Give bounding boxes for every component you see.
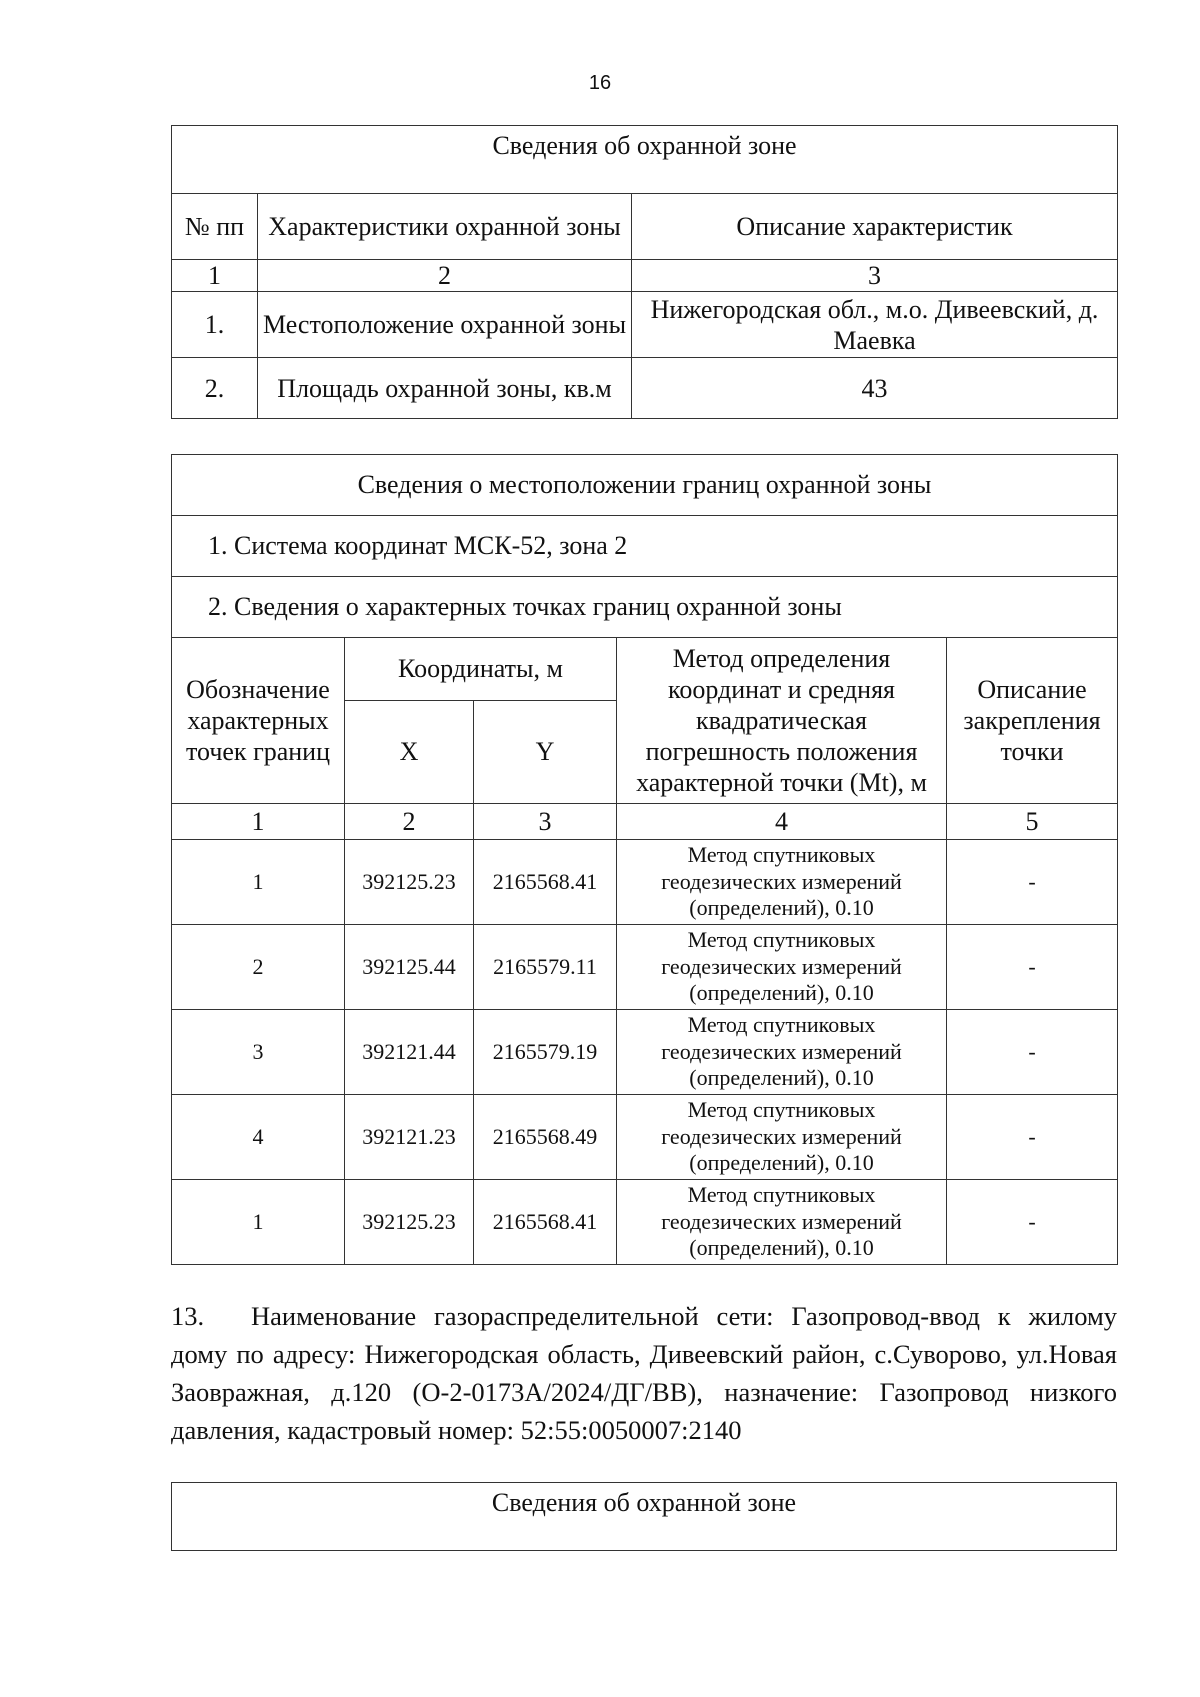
point-id: 2 (172, 925, 345, 1010)
index-cell: 1 (172, 804, 345, 840)
zone-info-table-2 (171, 1482, 1117, 1551)
point-fixing: - (947, 1180, 1118, 1265)
boundary-table (171, 454, 1118, 1265)
point-method: Метод спутниковых геодезических измерений (определений), 0.10 (617, 1010, 947, 1095)
point-row (172, 1095, 1118, 1180)
header-num: № пп (172, 194, 258, 260)
point-row (172, 1010, 1118, 1095)
point-x: 392121.44 (345, 1010, 474, 1095)
index-cell: 2 (345, 804, 474, 840)
point-fixing: - (947, 925, 1118, 1010)
point-x: 392121.23 (345, 1095, 474, 1180)
index-cell: 3 (474, 804, 617, 840)
index-cell: 4 (617, 804, 947, 840)
network-paragraph (171, 1297, 1117, 1449)
zone-info-title-2: Сведения об охранной зоне (172, 1483, 1117, 1551)
header-characteristics: Характеристики охранной зоны (258, 194, 632, 260)
point-id: 1 (172, 1180, 345, 1265)
point-row (172, 840, 1118, 925)
point-fixing: - (947, 1010, 1118, 1095)
page-number: 16 (588, 72, 612, 94)
row-name: Площадь охранной зоны, кв.м (258, 358, 632, 419)
header-y: Y (474, 701, 617, 804)
point-x: 392125.23 (345, 840, 474, 925)
zone-info-table (171, 125, 1118, 419)
zone-info-title: Сведения об охранной зоне (172, 126, 1118, 194)
boundary-title: Сведения о местоположении границ охранной зоны (172, 455, 1118, 516)
header-designation: Обозначение характерных точек границ (172, 638, 345, 804)
point-method: Метод спутниковых геодезических измерений (определений), 0.10 (617, 925, 947, 1010)
index-cell: 1 (172, 260, 258, 292)
header-x: X (345, 701, 474, 804)
index-cell: 2 (258, 260, 632, 292)
point-method: Метод спутниковых геодезических измерений (определений), 0.10 (617, 840, 947, 925)
paragraph-number: 13. (171, 1301, 205, 1331)
point-method: Метод спутниковых геодезических измерений (определений), 0.10 (617, 1180, 947, 1265)
point-row (172, 1180, 1118, 1265)
point-x: 392125.23 (345, 1180, 474, 1265)
point-row (172, 925, 1118, 1010)
row-num: 1. (172, 292, 258, 358)
row-name: Местоположение охранной зоны (258, 292, 632, 358)
index-cell: 5 (947, 804, 1118, 840)
point-fixing: - (947, 1095, 1118, 1180)
point-fixing: - (947, 840, 1118, 925)
row-value: 43 (632, 358, 1118, 419)
point-y: 2165579.11 (474, 925, 617, 1010)
coordinate-system: 1. Система координат МСК-52, зона 2 (172, 516, 1118, 577)
header-fixing: Описание закрепления точки (947, 638, 1118, 804)
header-coords: Координаты, м (345, 638, 617, 701)
paragraph-text: Наименование газораспределительной сети: Газопровод-ввод к жилому дому по адресу: Нижегородская область, Дивеевский район, с.Суворово, ул.Новая Заовражная, д.120 (О-2-0173А/2024/ДГ/ВВ), назначение: Газопровод низкого давления, кадастровый номер: 52:55:0050007:2140 (171, 1301, 1117, 1445)
point-y: 2165568.41 (474, 840, 617, 925)
row-num: 2. (172, 358, 258, 419)
points-title: 2. Сведения о характерных точках границ охранной зоны (172, 577, 1118, 638)
header-description: Описание характеристик (632, 194, 1118, 260)
point-y: 2165579.19 (474, 1010, 617, 1095)
row-value: Нижегородская обл., м.о. Дивеевский, д. Маевка (632, 292, 1118, 358)
point-id: 1 (172, 840, 345, 925)
point-y: 2165568.49 (474, 1095, 617, 1180)
header-method: Метод определения координат и средняя квадратическая погрешность положения характерной точки (Mt), м (617, 638, 947, 804)
point-x: 392125.44 (345, 925, 474, 1010)
point-method: Метод спутниковых геодезических измерений (определений), 0.10 (617, 1095, 947, 1180)
index-cell: 3 (632, 260, 1118, 292)
point-y: 2165568.41 (474, 1180, 617, 1265)
point-id: 4 (172, 1095, 345, 1180)
point-id: 3 (172, 1010, 345, 1095)
